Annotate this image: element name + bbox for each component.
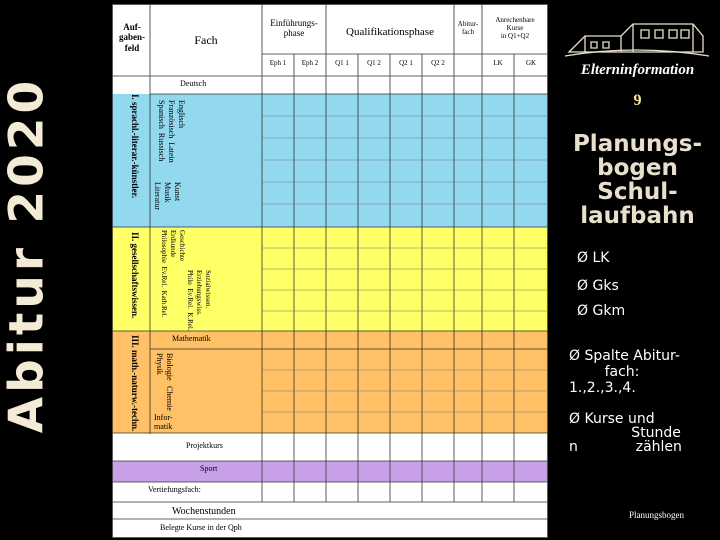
row-informatik: Infor- matik bbox=[154, 413, 173, 431]
header-einfuehrungsphase: Einführungs- phase bbox=[270, 18, 318, 39]
col-q12: Q1 2 bbox=[367, 59, 381, 67]
header-abiturfach: Abitur- fach bbox=[457, 20, 479, 37]
row-wochenstunden: Wochenstunden bbox=[172, 506, 236, 517]
bullet-kurse-stunden: Ø Kurse und Stunde n zählen bbox=[569, 411, 682, 455]
col-q21: Q2 1 bbox=[399, 59, 413, 67]
row-deutsch: Deutsch bbox=[180, 79, 207, 88]
header-qualifikationsphase: Qualifikationsphase bbox=[346, 26, 434, 38]
header-aufgabenfeld: Auf- gaben- feld bbox=[118, 22, 145, 53]
header-fach: Fach bbox=[194, 33, 218, 47]
row-sport: Sport bbox=[200, 464, 218, 473]
bullet-abiturfach: Ø Spalte Abitur- fach: 1.,2.,3.,4. bbox=[569, 348, 680, 397]
row-gesellschaft-a: Geschichte Erdkunde Philosophie Ev.Rel. Kath.Rel. bbox=[160, 230, 186, 318]
col-lk: LK bbox=[493, 59, 503, 67]
page-number: 9 bbox=[633, 92, 642, 109]
side-title: Abitur 2020 bbox=[0, 76, 55, 434]
bullet-gkm: Ø Gkm bbox=[577, 303, 626, 319]
row-chemie: Chemie bbox=[165, 386, 174, 411]
field-2-label: II. gesellschaftswissen. bbox=[130, 232, 140, 319]
school-building-logo bbox=[561, 6, 711, 62]
col-gk: GK bbox=[525, 59, 537, 67]
row-kunst: Kunst Musik Literatur bbox=[153, 182, 182, 210]
row-vertiefungsfach: Vertiefungsfach: bbox=[148, 485, 201, 494]
row-belegte-kurse: Belegte Kurse in der Qph bbox=[160, 523, 242, 532]
bullet-arrow-icon: Ø bbox=[569, 411, 581, 427]
field-1-label: I. sprachl.-literar.-künstler. bbox=[130, 94, 140, 199]
col-eph2: Eph 2 bbox=[301, 59, 319, 67]
col-q11: Q1 1 bbox=[335, 59, 349, 67]
row-gesellschaft-b: Sozialwissen. Erziehungswiss. Philo Ev.Rel. K.Rel. bbox=[186, 270, 212, 331]
row-mathematik: Mathematik bbox=[172, 334, 211, 343]
field-3-label: III. math.-naturw.-techn. bbox=[130, 335, 140, 432]
footer-label: Planungsbogen bbox=[629, 510, 684, 520]
bullet-arrow-icon: Ø bbox=[577, 250, 589, 266]
info-title: Elterninformation bbox=[580, 62, 695, 78]
row-sprachen: Englisch Französisch Latein Spanisch Russisch bbox=[157, 100, 186, 163]
planning-sheet bbox=[112, 4, 548, 538]
col-eph1: Eph 1 bbox=[269, 59, 287, 67]
bullet-arrow-icon: Ø bbox=[569, 348, 581, 364]
bullet-arrow-icon: Ø bbox=[577, 303, 589, 319]
row-biologie-physik: Biologie Physik bbox=[155, 353, 174, 381]
main-title: Planungs- bogen Schul- laufbahn bbox=[572, 131, 703, 230]
row-projektkurs: Projektkurs bbox=[186, 441, 223, 450]
bullet-lk: Ø LK bbox=[577, 250, 610, 266]
right-panel bbox=[555, 0, 720, 540]
header-anrechenbare-kurse: Anrechenbare Kurse in Q1+Q2 bbox=[495, 16, 535, 41]
col-q22: Q2 2 bbox=[431, 59, 445, 67]
bullet-gks: Ø Gks bbox=[577, 278, 619, 294]
bullet-arrow-icon: Ø bbox=[577, 278, 589, 294]
